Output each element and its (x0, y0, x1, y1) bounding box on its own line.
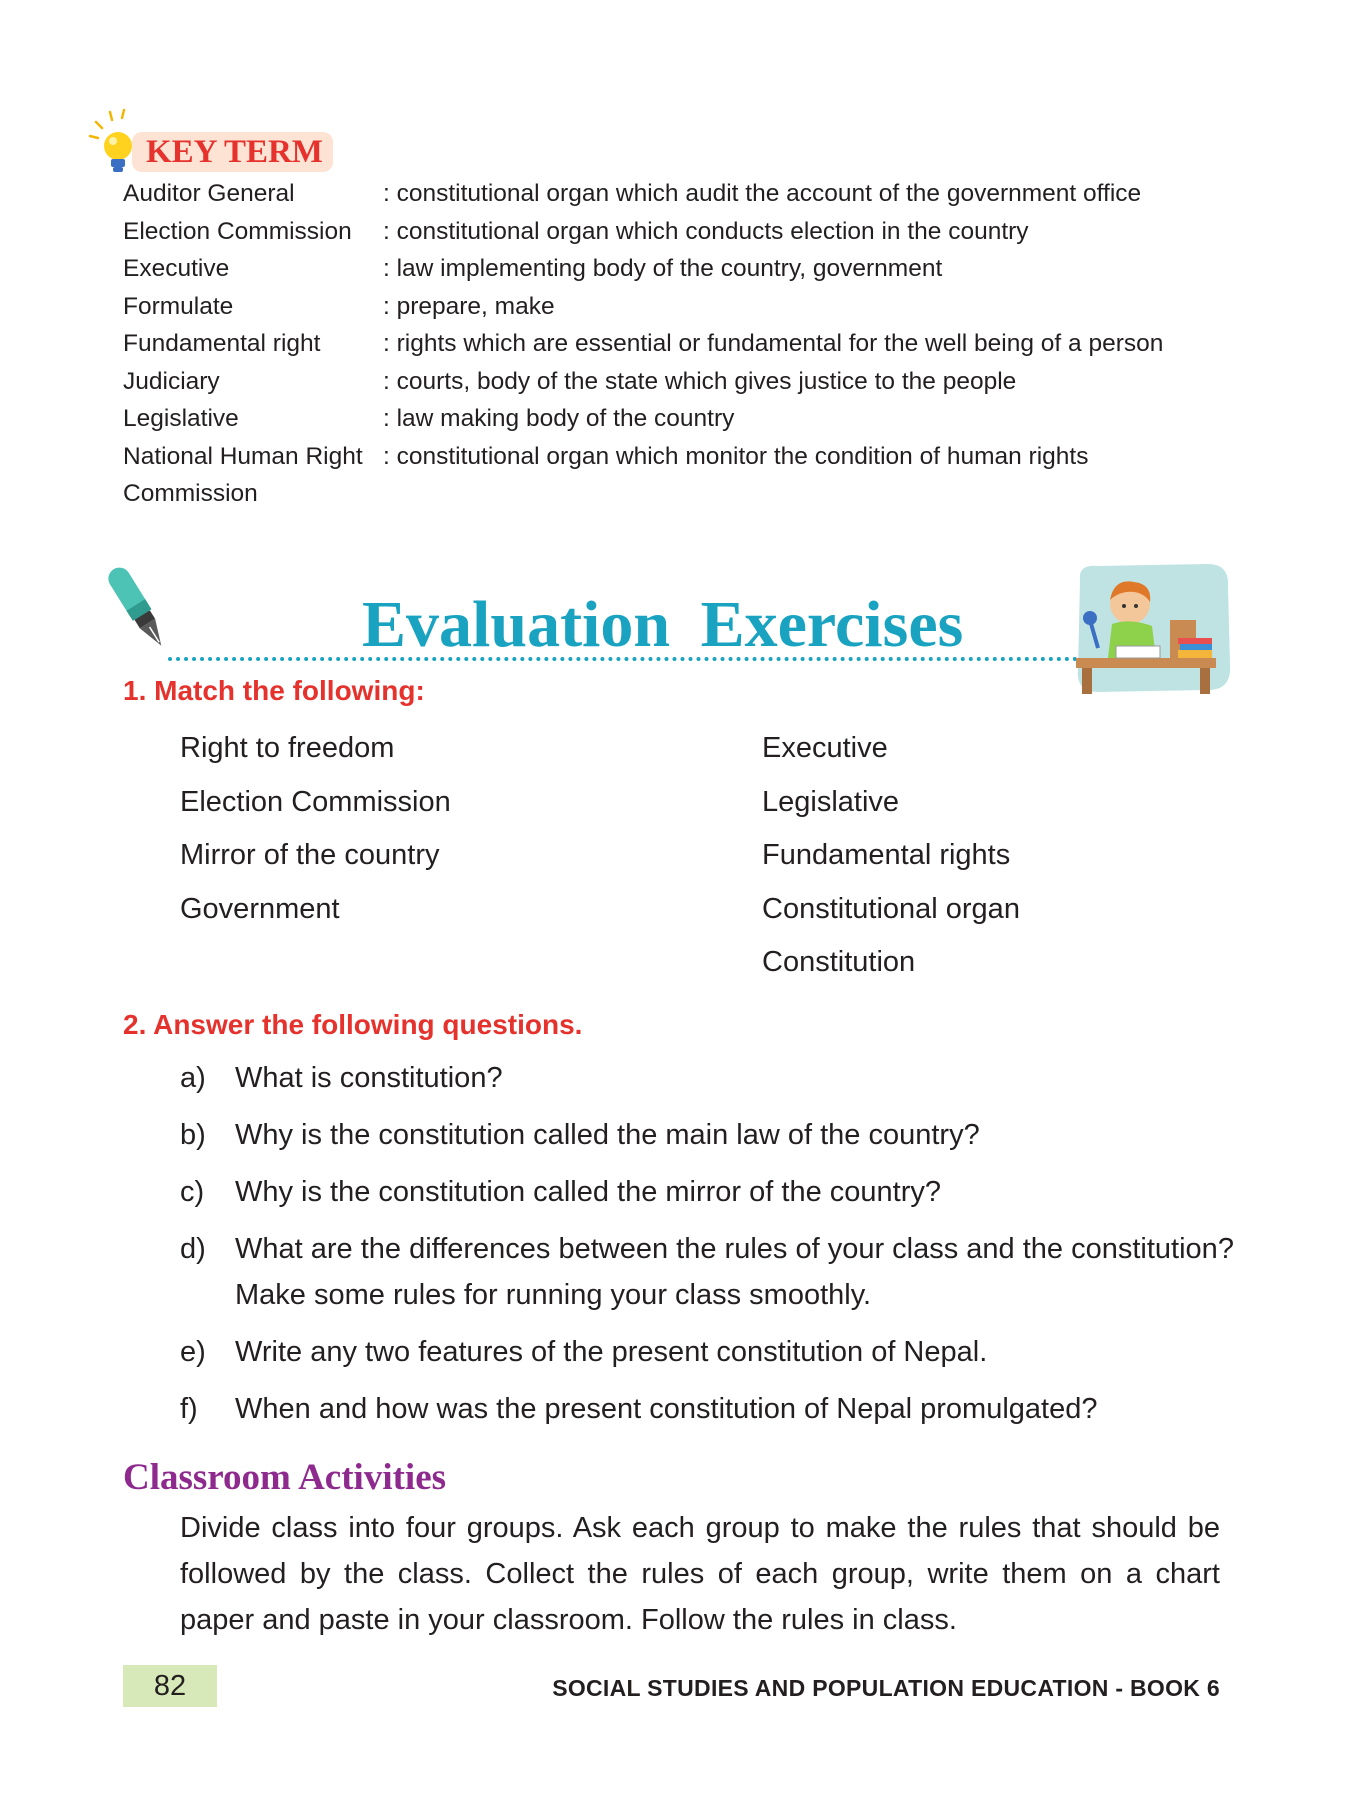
question-text: Why is the constitution called the main law of the country? (235, 1119, 980, 1151)
key-term-definition: : courts, body of the state which gives justice to the people (383, 367, 1017, 395)
key-term-definition: : law implementing body of the country, government (383, 255, 943, 282)
match-left-item: Election Commission (180, 785, 451, 818)
question-text: When and how was the present constitution of Nepal promulgated? (235, 1393, 1098, 1425)
evaluation-exercises-title: Evaluation Exercises (362, 588, 964, 661)
key-term-badge: KEY TERM (132, 132, 333, 172)
key-term-row (123, 175, 1243, 213)
questions-heading: 2. Answer the following questions. (123, 1009, 583, 1040)
key-term-definition: : law making body of the country (383, 405, 735, 432)
question-item (180, 1112, 1240, 1158)
key-term-list (123, 175, 1243, 513)
key-term-definition: : constitutional organ which monitor the condition of human rights (383, 442, 1089, 470)
key-term-definition: : constitutional organ which audit the account of the government office (383, 180, 1142, 207)
question-list (180, 1055, 1240, 1443)
key-term-row (123, 288, 1243, 326)
key-term-term: Judiciary (123, 367, 220, 395)
question-label: f) (180, 1393, 198, 1425)
student-studying-illustration (1068, 560, 1236, 698)
key-term-row (123, 363, 1243, 401)
key-term-term: National Human Right (123, 442, 363, 470)
question-text: What are the differences between the rules of your class and the constitution? Make some rules for running your class smoothly. (235, 1233, 1234, 1311)
question-item (180, 1226, 1240, 1318)
classroom-activities-heading: Classroom Activities (123, 1457, 447, 1498)
match-left-item: Government (180, 892, 340, 925)
key-term-term: Executive (123, 255, 230, 282)
match-left-column (180, 722, 451, 936)
match-left-item: Mirror of the country (180, 839, 440, 871)
book-title-footer: SOCIAL STUDIES AND POPULATION EDUCATION - BOOK 6 (552, 1675, 1220, 1701)
question-text: Why is the constitution called the mirror of the country? (235, 1176, 941, 1208)
match-right-item: Fundamental rights (762, 839, 1011, 871)
question-label: b) (180, 1119, 206, 1151)
key-term-row (123, 400, 1243, 438)
question-text: What is constitution? (235, 1062, 503, 1094)
match-right-column (762, 722, 1020, 990)
match-left-item: Right to freedom (180, 732, 395, 764)
key-term-definition: : rights which are essential or fundamental for the well being of a person (383, 330, 1164, 357)
question-item (180, 1169, 1240, 1215)
key-term-term: Election Commission (123, 217, 352, 245)
question-label: c) (180, 1176, 205, 1208)
key-term-term: Commission (123, 480, 258, 507)
key-term-row (123, 475, 1243, 513)
key-term-row (123, 438, 1243, 476)
key-term-term: Fundamental right (123, 330, 321, 357)
key-term-term: Auditor General (123, 180, 295, 207)
key-term-term: Formulate (123, 292, 234, 320)
classroom-activities-text: Divide class into four groups. Ask each group to make the rules that should be followed by the class. Collect the rules of each group, write them on a chart paper and paste in your classroom. Follow the rules in class. (180, 1512, 1220, 1636)
match-right-item: Constitution (762, 946, 916, 978)
question-item (180, 1386, 1240, 1432)
question-item (180, 1055, 1240, 1101)
key-term-row (123, 250, 1243, 288)
match-heading: 1. Match the following: (123, 675, 425, 706)
key-term-definition: : prepare, make (383, 292, 555, 320)
match-right-item: Legislative (762, 785, 900, 818)
fountain-pen-icon (106, 560, 172, 660)
key-term-definition: : constitutional organ which conducts election in the country (383, 217, 1029, 245)
question-text: Write any two features of the present constitution of Nepal. (235, 1336, 988, 1368)
question-item (180, 1329, 1240, 1375)
key-term-row (123, 325, 1243, 363)
question-label: e) (180, 1336, 206, 1368)
match-right-item: Constitutional organ (762, 892, 1020, 925)
match-right-item: Executive (762, 732, 888, 764)
key-term-term: Legislative (123, 405, 239, 432)
question-label: a) (180, 1062, 206, 1094)
page-number: 82 (123, 1665, 217, 1707)
question-label: d) (180, 1233, 206, 1265)
key-term-row (123, 213, 1243, 251)
